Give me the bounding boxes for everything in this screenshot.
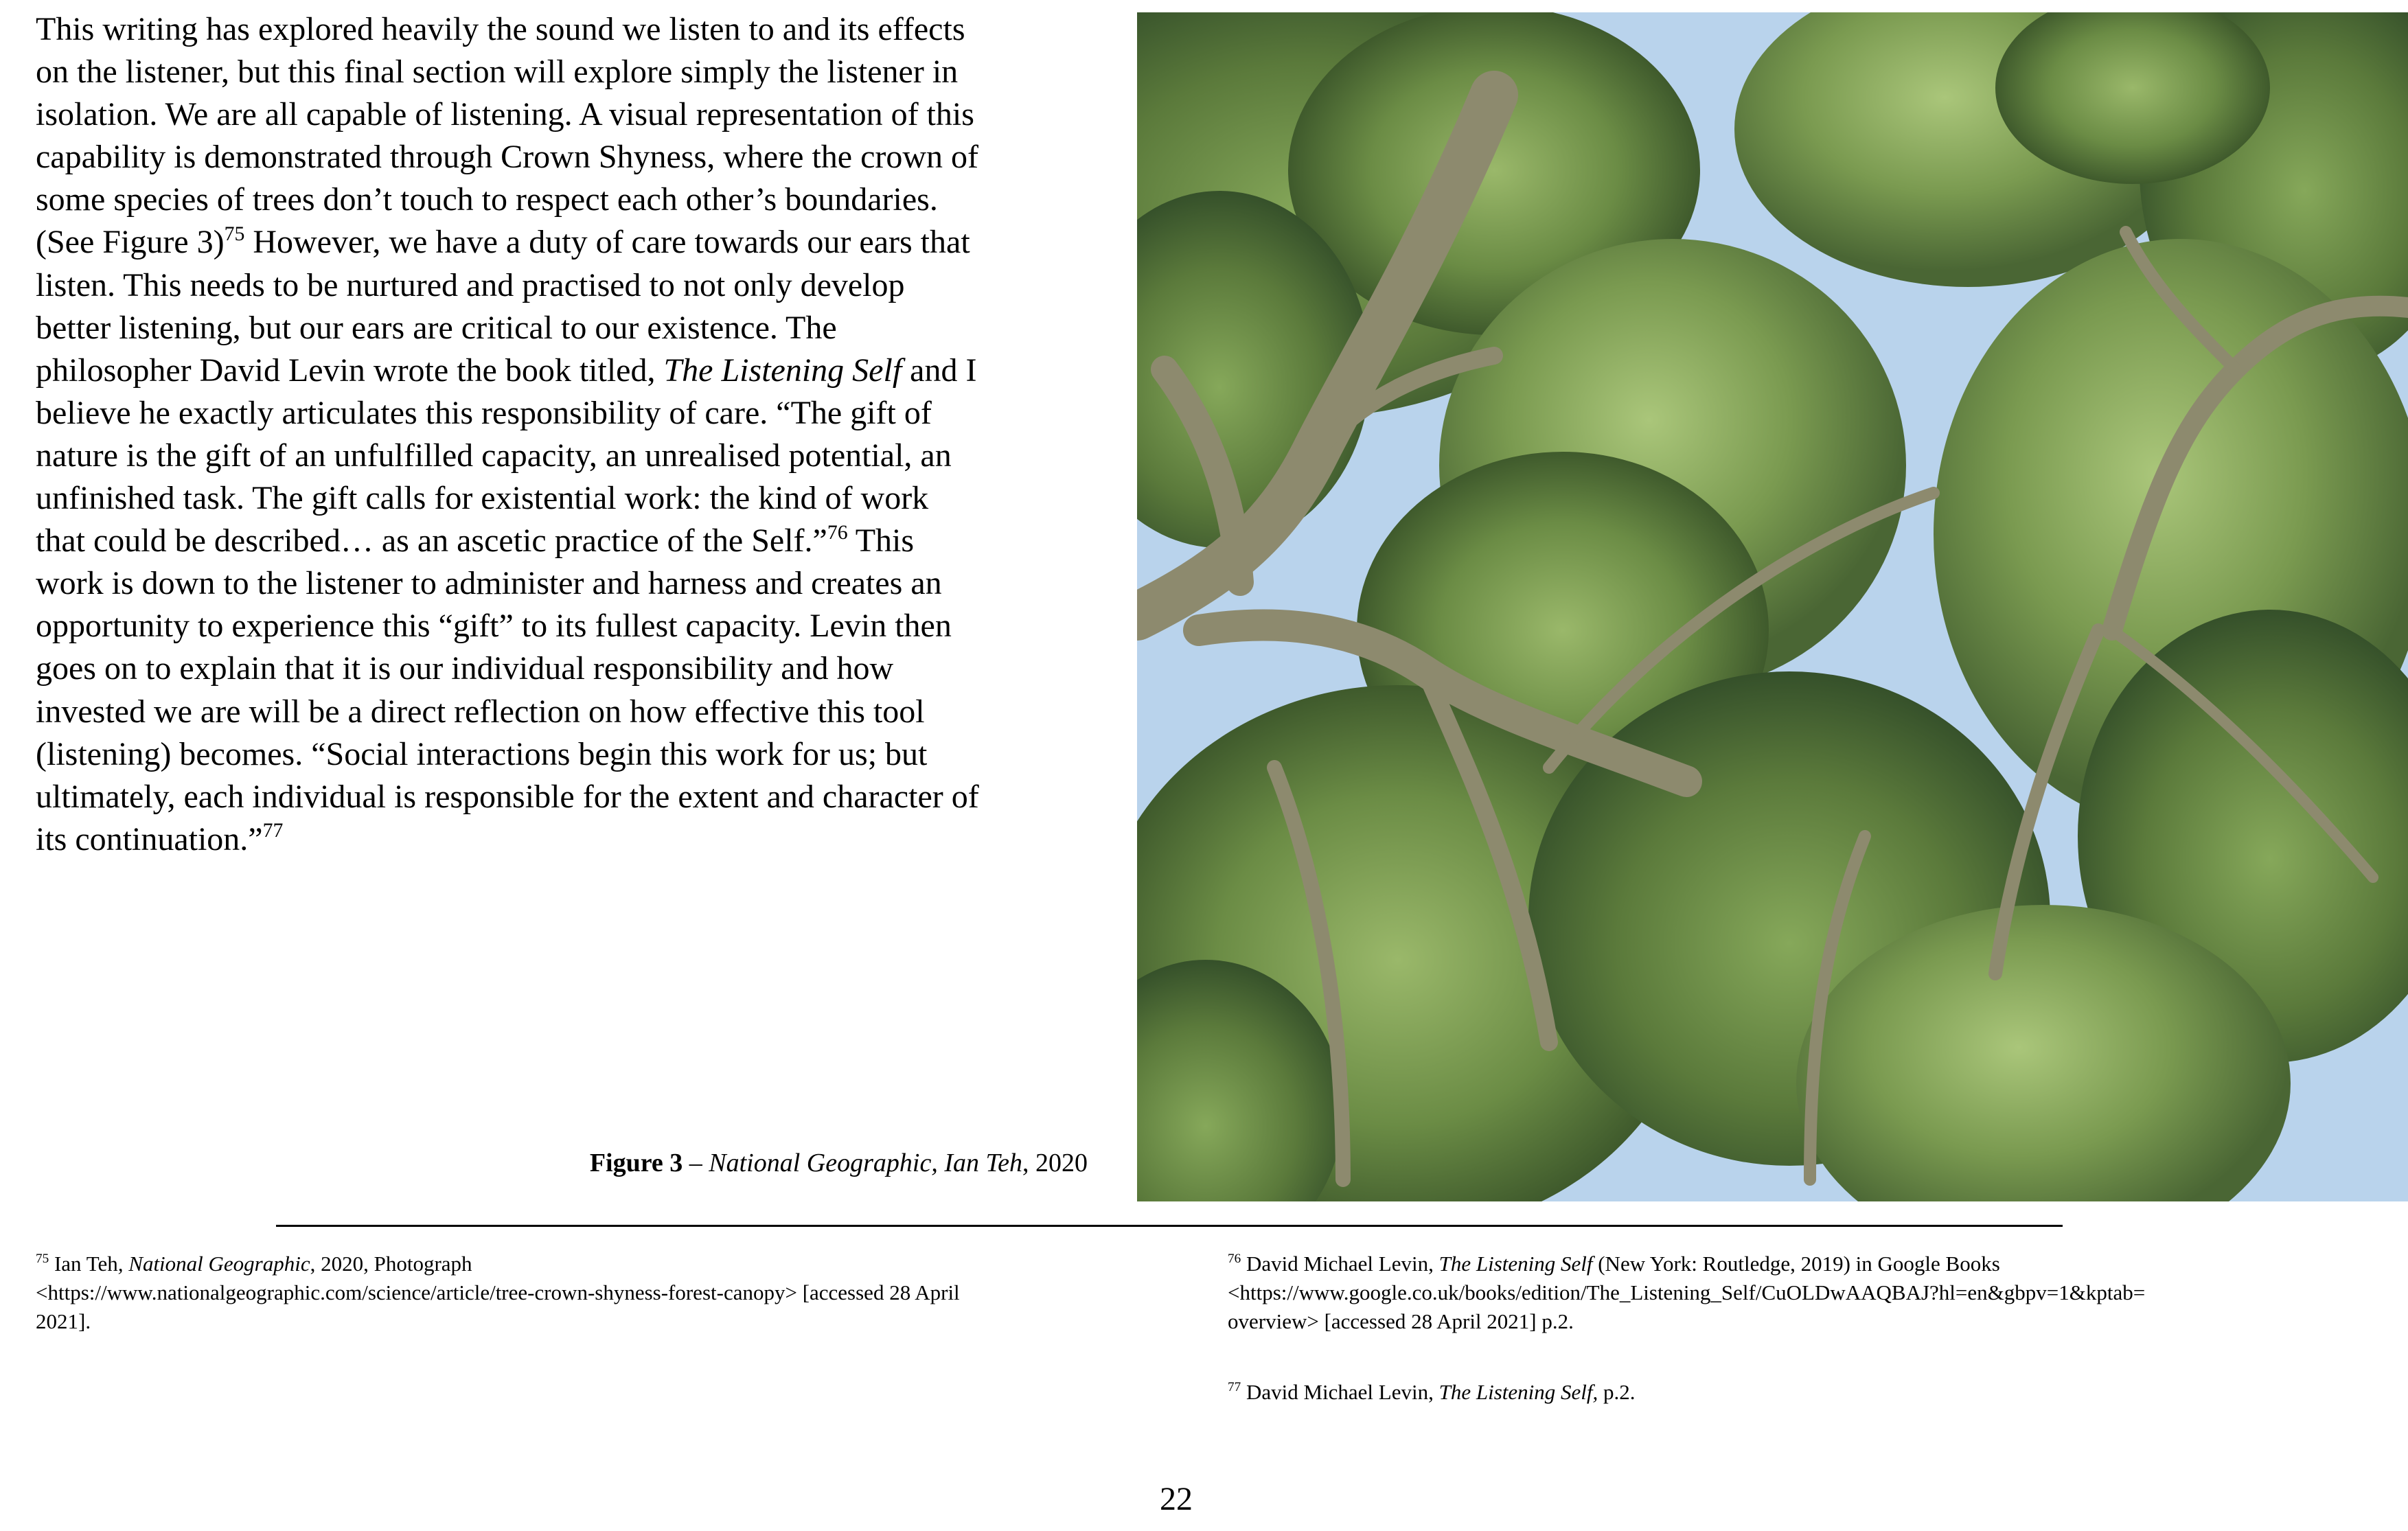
- footnote-line: 2021].: [36, 1309, 91, 1333]
- text-run: However, we have a duty of care towards our ears that: [244, 224, 970, 261]
- text-line: isolation. We are all capable of listening. A visual representation of this: [36, 96, 974, 133]
- footnote-source-title: The Listening Self: [1438, 1252, 1593, 1276]
- text-line: unfinished task. The gift calls for existential work: the kind of work: [36, 480, 929, 517]
- text-line: invested we are will be a direct reflection on how effective this tool: [36, 693, 925, 730]
- body-paragraph: [36, 8, 1107, 861]
- crown-shyness-photo: [1137, 12, 2408, 1201]
- footnote-detail: p.2.: [1598, 1380, 1636, 1404]
- text-line: goes on to explain that it is our individual responsibility and how: [36, 650, 894, 687]
- text-run: and I: [902, 352, 977, 389]
- book-title: The Listening Self: [663, 352, 902, 389]
- footnote-line: [1228, 1378, 2395, 1407]
- text-line: [36, 349, 1107, 392]
- text-line: work is down to the listener to administer and harness and creates an: [36, 565, 942, 602]
- text-line: [36, 520, 1107, 562]
- text-line: some species of trees don’t touch to respect each other’s boundaries.: [36, 181, 938, 218]
- text-run: philosopher David Levin wrote the book titled,: [36, 352, 664, 389]
- footnote-ref-77[interactable]: 77: [262, 819, 284, 842]
- footnote-76: [1228, 1250, 2395, 1336]
- text-run: that could be described… as an ascetic practice of the Self.”: [36, 522, 827, 560]
- footnote-source-title: The Listening Self,: [1438, 1380, 1598, 1404]
- text-line: [36, 221, 1107, 264]
- text-run: This: [847, 522, 915, 560]
- footnote-number: 76: [1228, 1251, 1241, 1266]
- caption-dash: –: [683, 1149, 709, 1177]
- footnote-75: [36, 1250, 1134, 1336]
- footnote-source-title: , National Geographic: [117, 1252, 310, 1276]
- text-line: better listening, but our ears are critical to our existence. The: [36, 309, 837, 346]
- footnote-detail: (New York: Routledge, 2019) in Google Books: [1592, 1252, 2000, 1276]
- footnote-url[interactable]: <https://www.nationalgeographic.com/science/article/tree-crown-shyness-forest-canopy> [accessed 28 April: [36, 1280, 960, 1304]
- figure-label: Figure 3: [589, 1149, 683, 1177]
- text-line: This writing has explored heavily the sound we listen to and its effects: [36, 11, 965, 47]
- text-line: (listening) becomes. “Social interactions begin this work for us; but: [36, 735, 928, 772]
- page-number: 22: [1160, 1481, 1193, 1517]
- footnote-77: [1228, 1378, 2395, 1407]
- footnote-url[interactable]: <https://www.google.co.uk/books/edition/The_Listening_Self/CuOLDwAAQBAJ?hl=en&gbpv=1&kptab=: [1228, 1280, 2146, 1304]
- footnote-author: David Michael Levin,: [1241, 1380, 1439, 1404]
- caption-year: , 2020: [1022, 1149, 1088, 1177]
- footnote-number: 75: [36, 1251, 49, 1266]
- text-line: ultimately, each individual is responsible for the extent and character of: [36, 778, 979, 815]
- footnote-ref-75[interactable]: 75: [224, 222, 245, 245]
- footnote-line: [36, 1250, 1134, 1278]
- footnote-line: [1228, 1250, 2395, 1278]
- text-line: on the listener, but this final section will explore simply the listener in: [36, 54, 959, 91]
- text-line: nature is the gift of an unfulfilled capacity, an unrealised potential, an: [36, 437, 952, 474]
- text-line: [36, 818, 1107, 861]
- text-line: listen. This needs to be nurtured and practised to not only develop: [36, 266, 905, 303]
- footnote-author: Ian Teh: [49, 1252, 118, 1276]
- footnote-number: 77: [1228, 1379, 1241, 1394]
- footnote-ref-76[interactable]: 76: [827, 520, 848, 544]
- text-run: (See Figure 3): [36, 224, 225, 261]
- text-line: capability is demonstrated through Crown Shyness, where the crown of: [36, 139, 979, 176]
- footnote-line: overview> [accessed 28 April 2021] p.2.: [1228, 1309, 1574, 1333]
- text-line: opportunity to experience this “gift” to its fullest capacity. Levin then: [36, 608, 952, 645]
- tree-canopy-illustration: [1137, 12, 2408, 1201]
- figure-caption: [481, 1147, 1088, 1179]
- text-line: believe he exactly articulates this responsibility of care. “The gift of: [36, 394, 932, 431]
- caption-source: National Geographic, Ian Teh: [709, 1149, 1022, 1177]
- text-run: its continuation.”: [36, 820, 263, 857]
- footnote-author: David Michael Levin,: [1241, 1252, 1439, 1276]
- footnote-detail: , 2020, Photograph: [310, 1252, 472, 1276]
- footnote-separator: [276, 1225, 2063, 1227]
